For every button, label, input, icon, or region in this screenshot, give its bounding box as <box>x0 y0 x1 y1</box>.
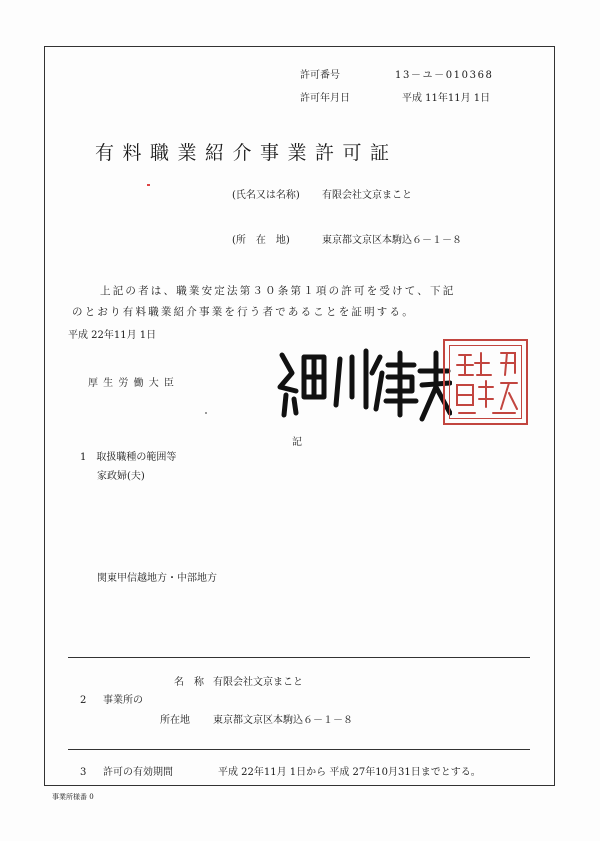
handwritten-signature <box>272 343 452 432</box>
holder-address-label: (所 在 地) <box>232 235 290 246</box>
issue-date: 平成 22年11月 1日 <box>68 330 157 341</box>
section-1-item: 家政婦(夫) <box>97 471 145 482</box>
divider-2 <box>68 749 530 750</box>
section-1-heading: 1 取扱職種の範囲等 <box>80 452 177 463</box>
holder-address-value: 東京都文京区本駒込６－１－８ <box>322 235 462 246</box>
permit-number-label: 許可番号 <box>300 70 340 81</box>
section-2-name-value: 有限会社文京まこと <box>213 677 303 688</box>
footer-note: 事業所様番 0 <box>52 793 94 801</box>
statement-line-1: 上記の者は、職業安定法第３０条第１項の許可を受けて、下記 <box>100 285 456 297</box>
official-seal <box>443 339 528 425</box>
statement-line-2: のとおり有料職業紹介事業を行う者であることを証明する。 <box>72 306 415 318</box>
section-2-address-value: 東京都文京区本駒込６－１－８ <box>213 715 353 726</box>
section-2-heading: 事業所の <box>103 695 143 706</box>
ki-marker: 記 <box>292 437 302 448</box>
permit-date-label: 許可年月日 <box>300 93 350 104</box>
section-2-address-label: 所在地 <box>160 715 190 726</box>
section-3-value: 平成 22年11月 1日から 平成 27年10月31日までとする。 <box>218 767 481 778</box>
speck <box>205 412 207 414</box>
document-title: 有料職業紹介事業許可証 <box>95 142 398 164</box>
section-2-number: 2 <box>80 695 87 706</box>
section-3-label: 許可の有効期間 <box>103 767 173 778</box>
permit-date-value: 平成 11年11月 1日 <box>402 93 491 104</box>
permit-number-value: 13－ユ－010368 <box>395 70 494 81</box>
section-1-region: 関東甲信越地方・中部地方 <box>97 573 217 584</box>
red-mark <box>147 184 150 186</box>
section-3-number: 3 <box>80 767 87 778</box>
divider-1 <box>68 657 530 658</box>
section-2-name-label: 名 称 <box>174 677 204 688</box>
issuer: 厚 生 労 働 大 臣 <box>88 378 175 389</box>
holder-name-label: (氏名又は名称) <box>232 190 300 201</box>
holder-name-value: 有限会社文京まこと <box>322 190 412 201</box>
